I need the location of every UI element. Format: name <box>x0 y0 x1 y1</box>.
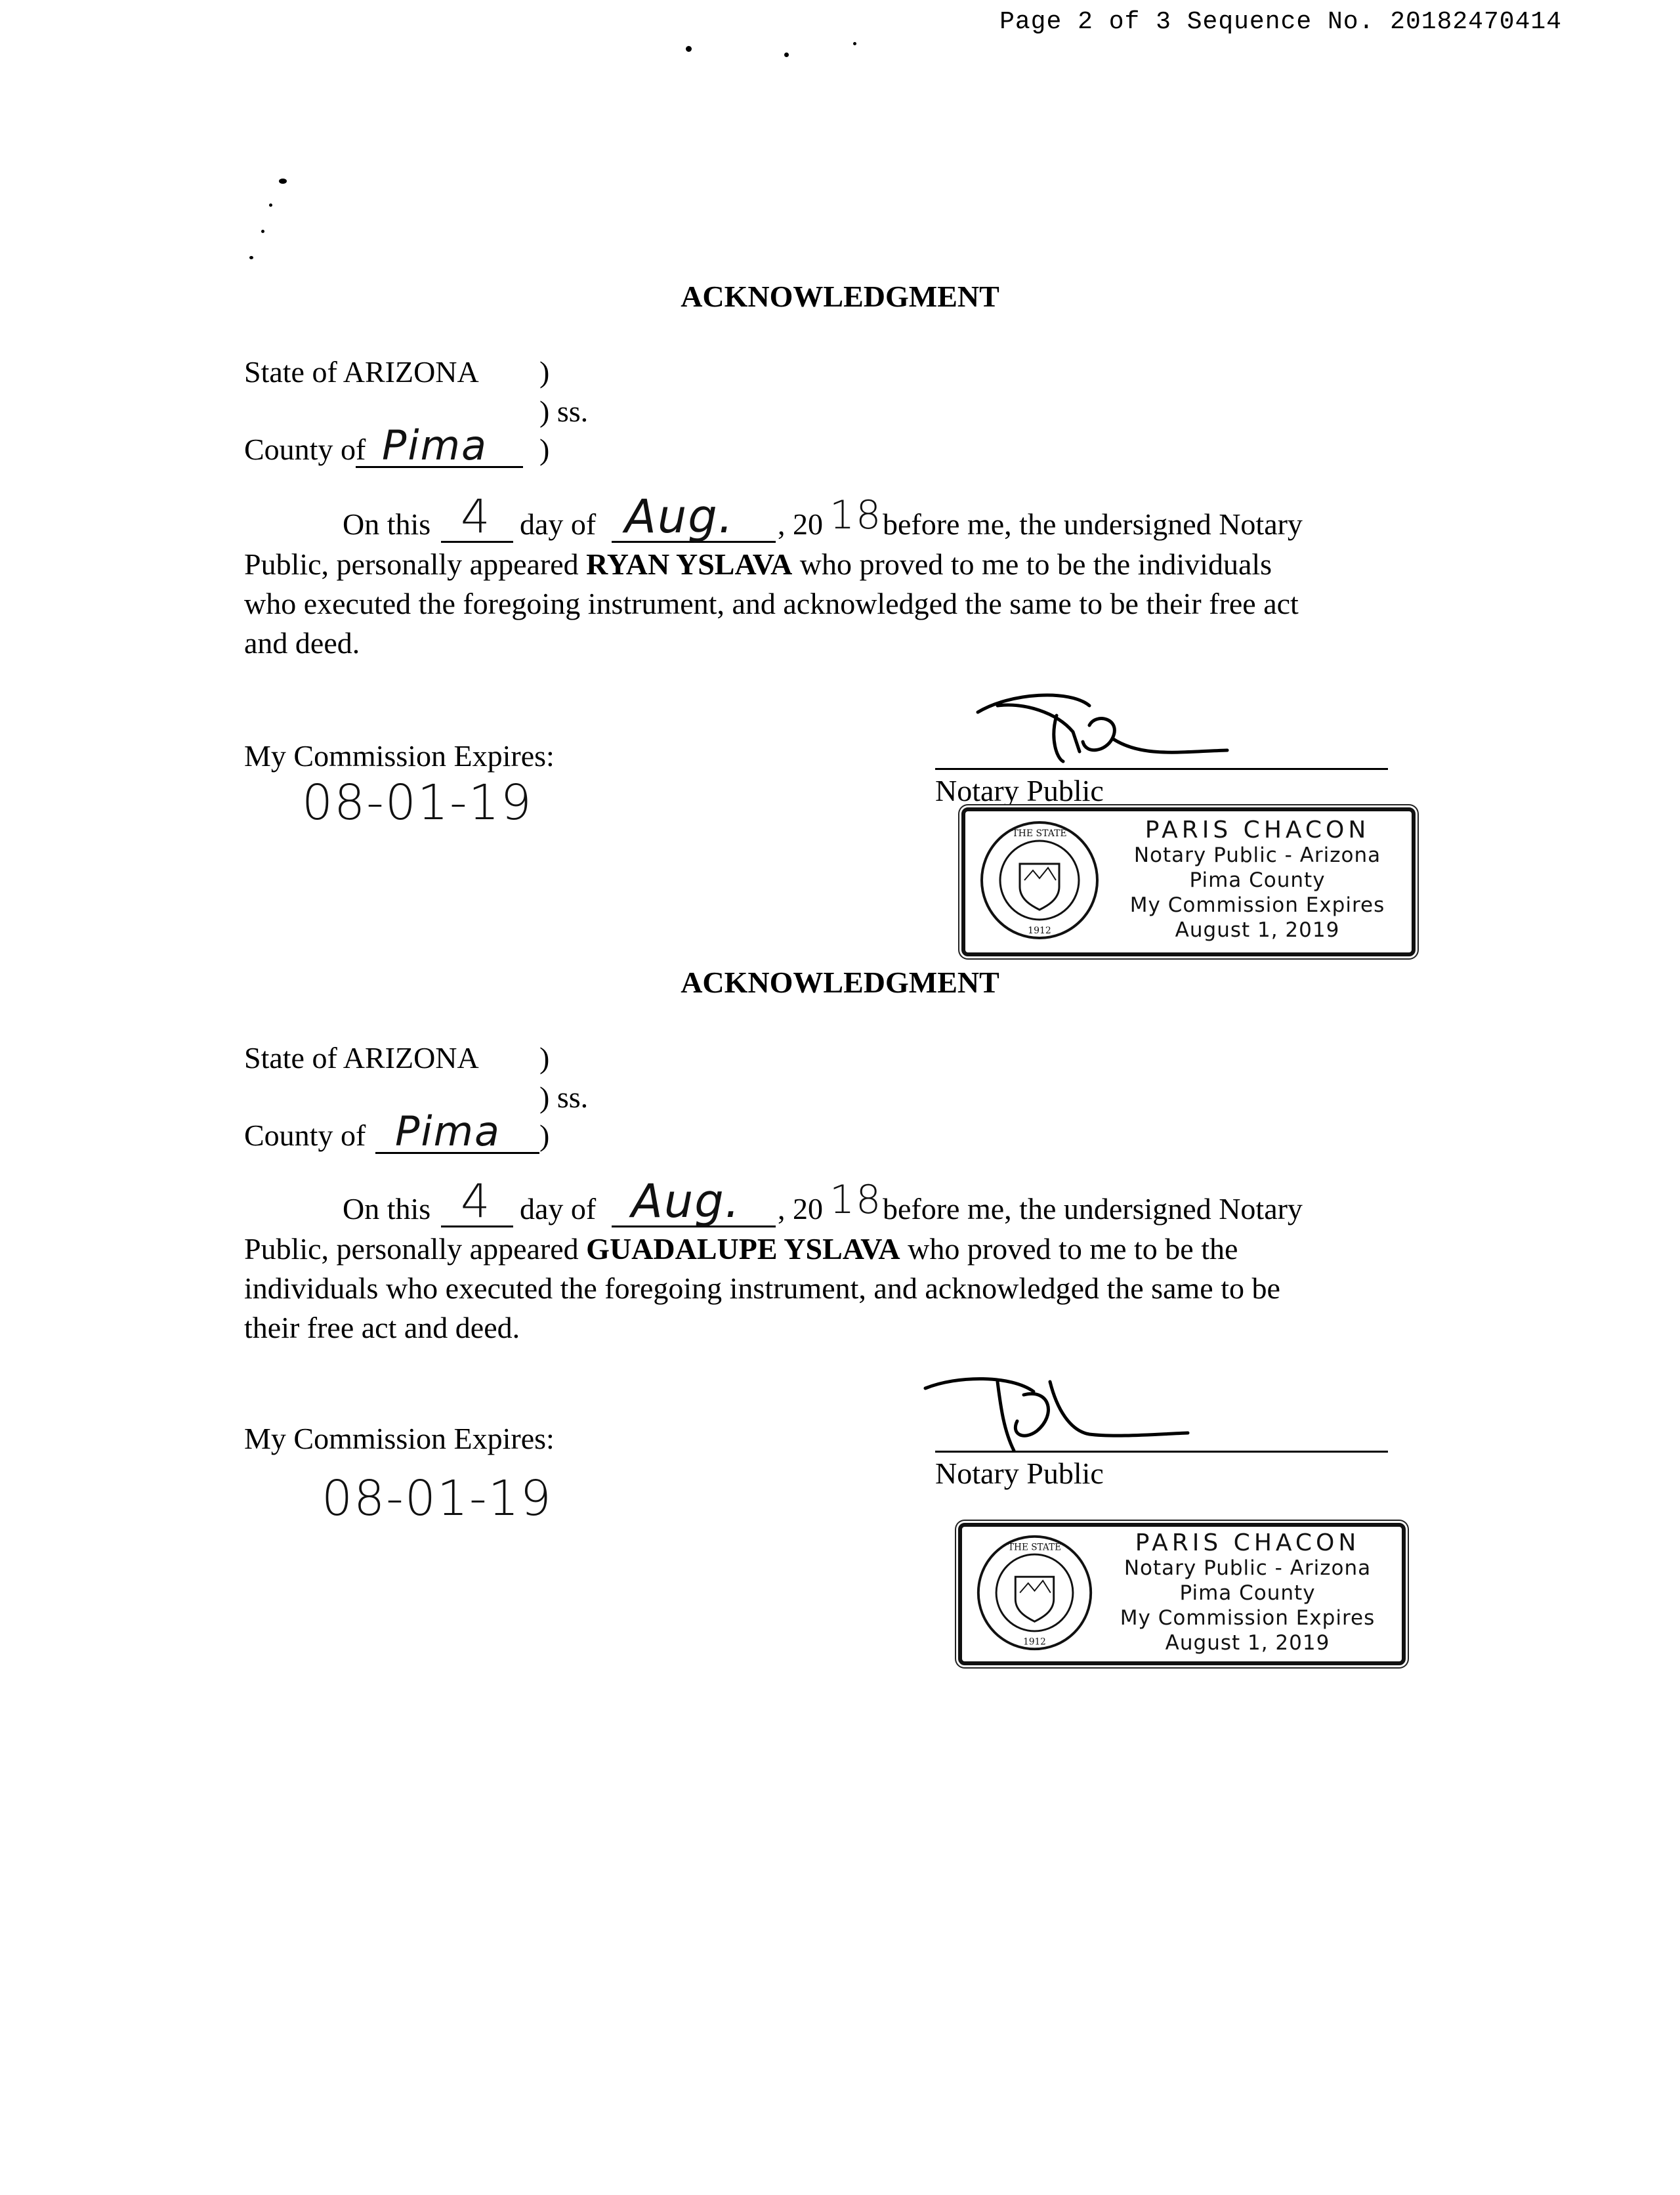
stamp-line-4: August 1, 2019 <box>1165 1631 1330 1655</box>
day-blank <box>441 1174 513 1228</box>
county-label: County of <box>244 1119 366 1152</box>
stamp-line-2: Pima County <box>1189 868 1326 892</box>
commission-label: My Commission Expires: <box>244 739 555 773</box>
county-label: County of <box>244 433 366 466</box>
paragraph-line-4: their free act and deed. <box>244 1311 520 1344</box>
paragraph-line-4: and deed. <box>244 626 360 660</box>
appearance-line <box>244 545 1425 584</box>
stamp-notary-name: PARIS CHACON <box>1144 817 1370 843</box>
stamp-line-1: Notary Public - Arizona <box>1133 843 1381 867</box>
scan-speck <box>261 230 264 233</box>
seal-year: 1912 <box>1028 926 1051 936</box>
notary-signature-icon <box>958 686 1234 771</box>
signature-line <box>935 768 1388 770</box>
month-handwritten: Aug. <box>631 1174 741 1228</box>
day-handwritten: 4 <box>461 490 492 543</box>
county-blank <box>375 1107 539 1155</box>
on-this-label: On this <box>343 1192 431 1225</box>
day-of-label: day of <box>520 507 597 541</box>
month-handwritten: Aug. <box>625 490 734 543</box>
scan-speck <box>279 179 287 184</box>
venue-paren: ) <box>539 433 550 466</box>
day-blank <box>441 490 513 543</box>
stamp-line-3: My Commission Expires <box>1129 893 1385 917</box>
venue-paren: ) <box>539 1041 550 1075</box>
notary-public-label: Notary Public <box>935 1457 1104 1490</box>
paragraph-line-3: individuals who executed the foregoing instrument, and acknowledged the same to be <box>244 1271 1280 1305</box>
year-blank <box>828 492 883 540</box>
venue-paren: ) <box>539 1119 550 1152</box>
commission-label: My Commission Expires: <box>244 1422 555 1455</box>
svg-text:THE STATE: THE STATE <box>1007 1542 1062 1553</box>
seal-year: 1912 <box>1023 1636 1046 1648</box>
before-me-text: before me, the undersigned Notary <box>883 507 1303 541</box>
year-blank <box>828 1177 883 1224</box>
year-prefix: , 20 <box>778 507 823 541</box>
notary-stamp <box>958 1523 1406 1665</box>
month-blank <box>612 490 776 543</box>
venue-paren: ) <box>539 355 550 389</box>
appearance-suffix: who proved to me to be the <box>900 1232 1238 1266</box>
county-handwritten: Pima <box>382 421 488 469</box>
state-seal-icon <box>977 818 1102 943</box>
on-this-label: On this <box>343 507 431 541</box>
stamp-line-1: Notary Public - Arizona <box>1124 1556 1372 1580</box>
scan-speck <box>269 203 272 207</box>
signer-name: GUADALUPE YSLAVA <box>586 1232 900 1266</box>
state-line: State of ARIZONA <box>244 1041 479 1075</box>
appearance-prefix: Public, personally appeared <box>244 1232 587 1266</box>
scan-speck <box>853 42 856 45</box>
stamp-line-2: Pima County <box>1179 1581 1316 1605</box>
signature-line <box>935 1451 1388 1453</box>
appearance-prefix: Public, personally appeared <box>244 547 587 581</box>
state-seal-icon <box>974 1532 1095 1653</box>
commission-handwritten: 08-01-19 <box>302 775 533 831</box>
year-prefix: , 20 <box>778 1192 823 1225</box>
commission-handwritten: 08-01-19 <box>322 1470 553 1527</box>
notary-public-label: Notary Public <box>935 774 1104 807</box>
appearance-line <box>244 1229 1425 1269</box>
notary-signature-icon <box>919 1369 1194 1460</box>
stamp-line-4: August 1, 2019 <box>1175 918 1340 942</box>
month-blank <box>612 1174 776 1228</box>
year-handwritten: 18 <box>830 1177 883 1223</box>
county-blank <box>356 421 523 469</box>
appearance-suffix: who proved to me to be the individuals <box>792 547 1272 581</box>
stamp-notary-name: PARIS CHACON <box>1135 1529 1360 1556</box>
svg-text:THE STATE: THE STATE <box>1012 828 1067 839</box>
paragraph-line-3: who executed the foregoing instrument, and acknowledged the same to be their free act <box>244 587 1299 620</box>
acknowledgment-title: ACKNOWLEDGMENT <box>681 966 999 999</box>
notary-stamp <box>961 807 1416 956</box>
ss-marker: ) ss. <box>539 394 589 428</box>
state-line: State of ARIZONA <box>244 355 479 389</box>
scan-speck <box>784 53 789 57</box>
scan-speck <box>686 46 692 52</box>
before-me-text: before me, the undersigned Notary <box>883 1192 1303 1225</box>
acknowledgment-title: ACKNOWLEDGMENT <box>681 280 999 313</box>
year-handwritten: 18 <box>830 492 883 538</box>
page-sequence-header: Page 2 of 3 Sequence No. 20182470414 <box>999 8 1562 36</box>
signer-name: RYAN YSLAVA <box>586 547 793 581</box>
county-handwritten: Pima <box>395 1107 501 1155</box>
scan-speck <box>249 256 253 259</box>
stamp-line-3: My Commission Expires <box>1120 1606 1376 1630</box>
ss-marker: ) ss. <box>539 1080 589 1114</box>
day-of-label: day of <box>520 1192 597 1225</box>
day-handwritten: 4 <box>461 1174 492 1228</box>
